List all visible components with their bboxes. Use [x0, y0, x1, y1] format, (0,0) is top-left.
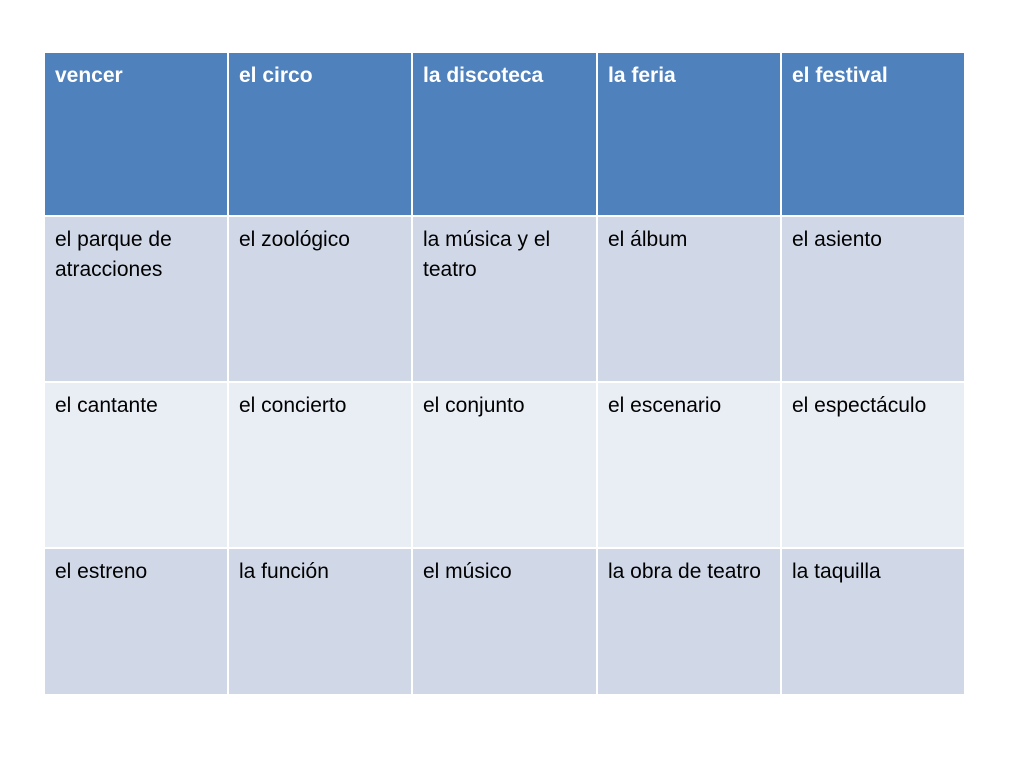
table-cell: el zoológico [228, 216, 412, 382]
table-cell: la taquilla [781, 548, 965, 695]
table-cell: el concierto [228, 382, 412, 548]
header-cell: el circo [228, 52, 412, 216]
table-cell: el escenario [597, 382, 781, 548]
table-cell: el espectáculo [781, 382, 965, 548]
table-cell: el estreno [44, 548, 228, 695]
table-cell: el parque de atracciones [44, 216, 228, 382]
table-header-row [44, 52, 965, 216]
table-cell: el cantante [44, 382, 228, 548]
table-cell: el conjunto [412, 382, 597, 548]
table-row [44, 382, 965, 548]
header-cell: la feria [597, 52, 781, 216]
table-cell: el músico [412, 548, 597, 695]
table-row [44, 548, 965, 695]
table-cell: la obra de teatro [597, 548, 781, 695]
table-cell: el asiento [781, 216, 965, 382]
table-row [44, 216, 965, 382]
header-cell: vencer [44, 52, 228, 216]
header-cell: la discoteca [412, 52, 597, 216]
table-cell: la función [228, 548, 412, 695]
vocabulary-table [43, 51, 966, 696]
table-cell: el álbum [597, 216, 781, 382]
table-cell: la música y el teatro [412, 216, 597, 382]
header-cell: el festival [781, 52, 965, 216]
